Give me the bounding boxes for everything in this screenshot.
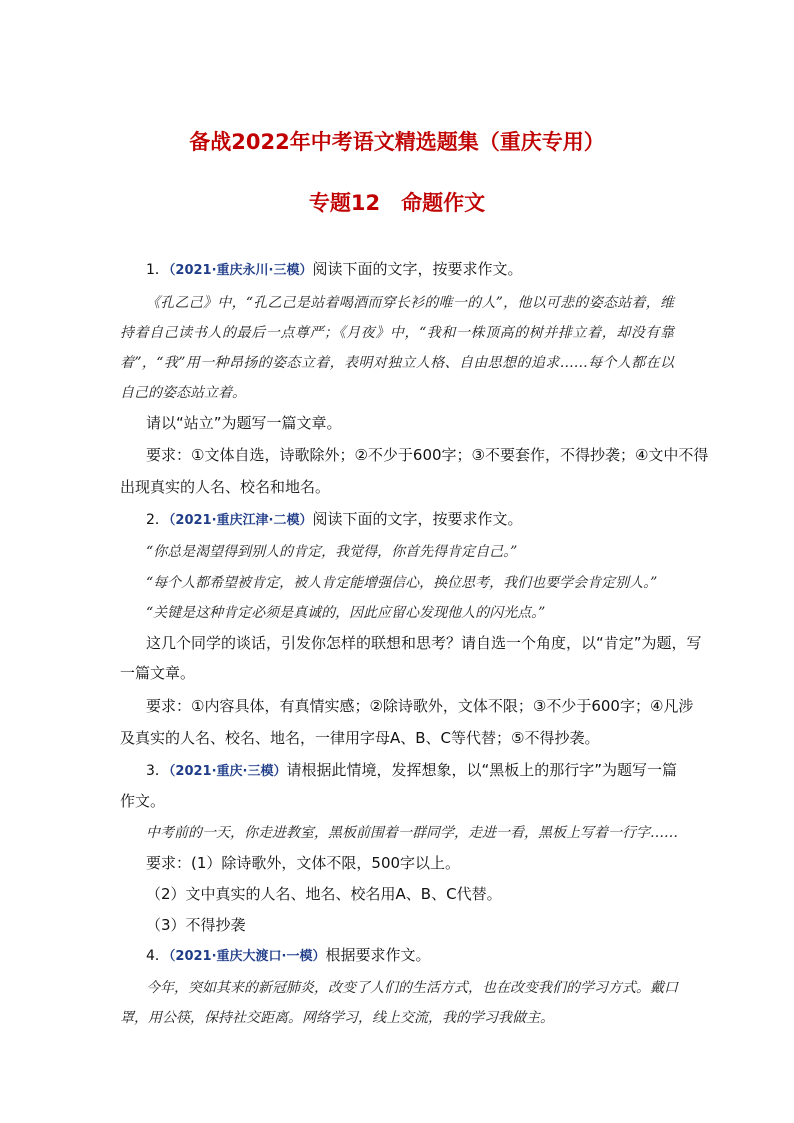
material-line: 《孔乙己》中，“孔乙己是站着喝酒而穿长衫的唯一的人”，他以可悲的姿态站着，维: [146, 295, 674, 311]
question-prompt: 根据要求作文。: [325, 946, 431, 964]
material-line: 持着自己读书人的最后一点尊严；《月夜》中，“我和一株顶高的树并排立着，却没有靠: [120, 325, 674, 341]
requirement-line: 要求：①文体自选，诗歌除外；②不少于600字；③不要套作，不得抄袭；④文中不得: [146, 446, 709, 464]
material-line: 今年，突如其来的新冠肺炎，改变了人们的生活方式，也在改变我们的学习方式。戴口: [146, 980, 678, 996]
material-line: 着”，“我”用一种昂扬的姿态立着，表明对独立人格、自由思想的追求……每个人都在以: [120, 355, 674, 371]
requirement-line: （2）文中真实的人名、地名、校名用A、B、C代替。: [146, 885, 502, 903]
material-line: 罩，用公筷，保持社交距离。网络学习，线上交流，我的学习我做主。: [120, 1010, 554, 1026]
requirement-line: 要求：(1）除诗歌外，文体不限，500字以上。: [146, 854, 461, 872]
task-line: 请以“站立”为题写一篇文章。: [146, 414, 342, 432]
question-number: 1．: [146, 262, 169, 278]
material-line: 自己的姿态站立着。: [120, 385, 246, 401]
question-4-header: [146, 948, 706, 963]
material-line: “关键是这种肯定必须是真诚的，因此应留心发现他人的闪光点。”: [146, 605, 546, 621]
topic-title: 专题12 命题作文: [308, 191, 486, 215]
question-prompt: 请根据此情境，发挥想象，以“黑板上的那行字”为题写一篇: [286, 761, 678, 779]
question-2-header: [146, 512, 706, 527]
question-3-header: [146, 763, 706, 778]
requirement-line: （3）不得抄袭: [146, 916, 246, 934]
requirement-line: 及真实的人名、校名、地名，一律用字母A、B、C等代替；⑤不得抄袭。: [120, 729, 600, 747]
question-prompt: 阅读下面的文字，按要求作文。: [312, 510, 523, 528]
question-source: （2021·重庆永川·三模）: [168, 263, 313, 278]
question-source: （2021·重庆江津·二模）: [168, 513, 313, 528]
requirement-line: 要求：①内容具体，有真情实感；②除诗歌外，文体不限；③不少于600字；④凡涉: [146, 697, 694, 715]
material-line: 中考前的一天，你走进教室，黑板前围着一群同学，走进一看，黑板上写着一行字……: [146, 825, 678, 841]
task-line: 这几个同学的谈话，引发你怎样的联想和思考？请自选一个角度，以“肯定”为题，写: [146, 634, 702, 652]
question-source: （2021·重庆·三模）: [168, 764, 287, 779]
material-line: “你总是渴望得到别人的肯定，我觉得，你首先得肯定自己。”: [146, 544, 518, 560]
material-line: “每个人都希望被肯定，被人肯定能增强信心，换位思考，我们也要学会肯定别人。”: [146, 575, 658, 591]
task-line: 一篇文章。: [120, 664, 196, 682]
question-number: 2．: [146, 512, 169, 528]
question-prompt: 阅读下面的文字，按要求作文。: [312, 260, 523, 278]
document-title: 备战2022年中考语文精选题集（重庆专用）: [189, 130, 605, 154]
question-prompt-cont: 作文。: [120, 792, 166, 810]
requirement-line: 出现真实的人名、校名和地名。: [120, 478, 331, 496]
question-source: （2021·重庆大渡口·一模）: [168, 949, 326, 964]
question-number: 4．: [146, 948, 169, 964]
question-1-header: [146, 262, 706, 277]
question-number: 3．: [146, 763, 169, 779]
